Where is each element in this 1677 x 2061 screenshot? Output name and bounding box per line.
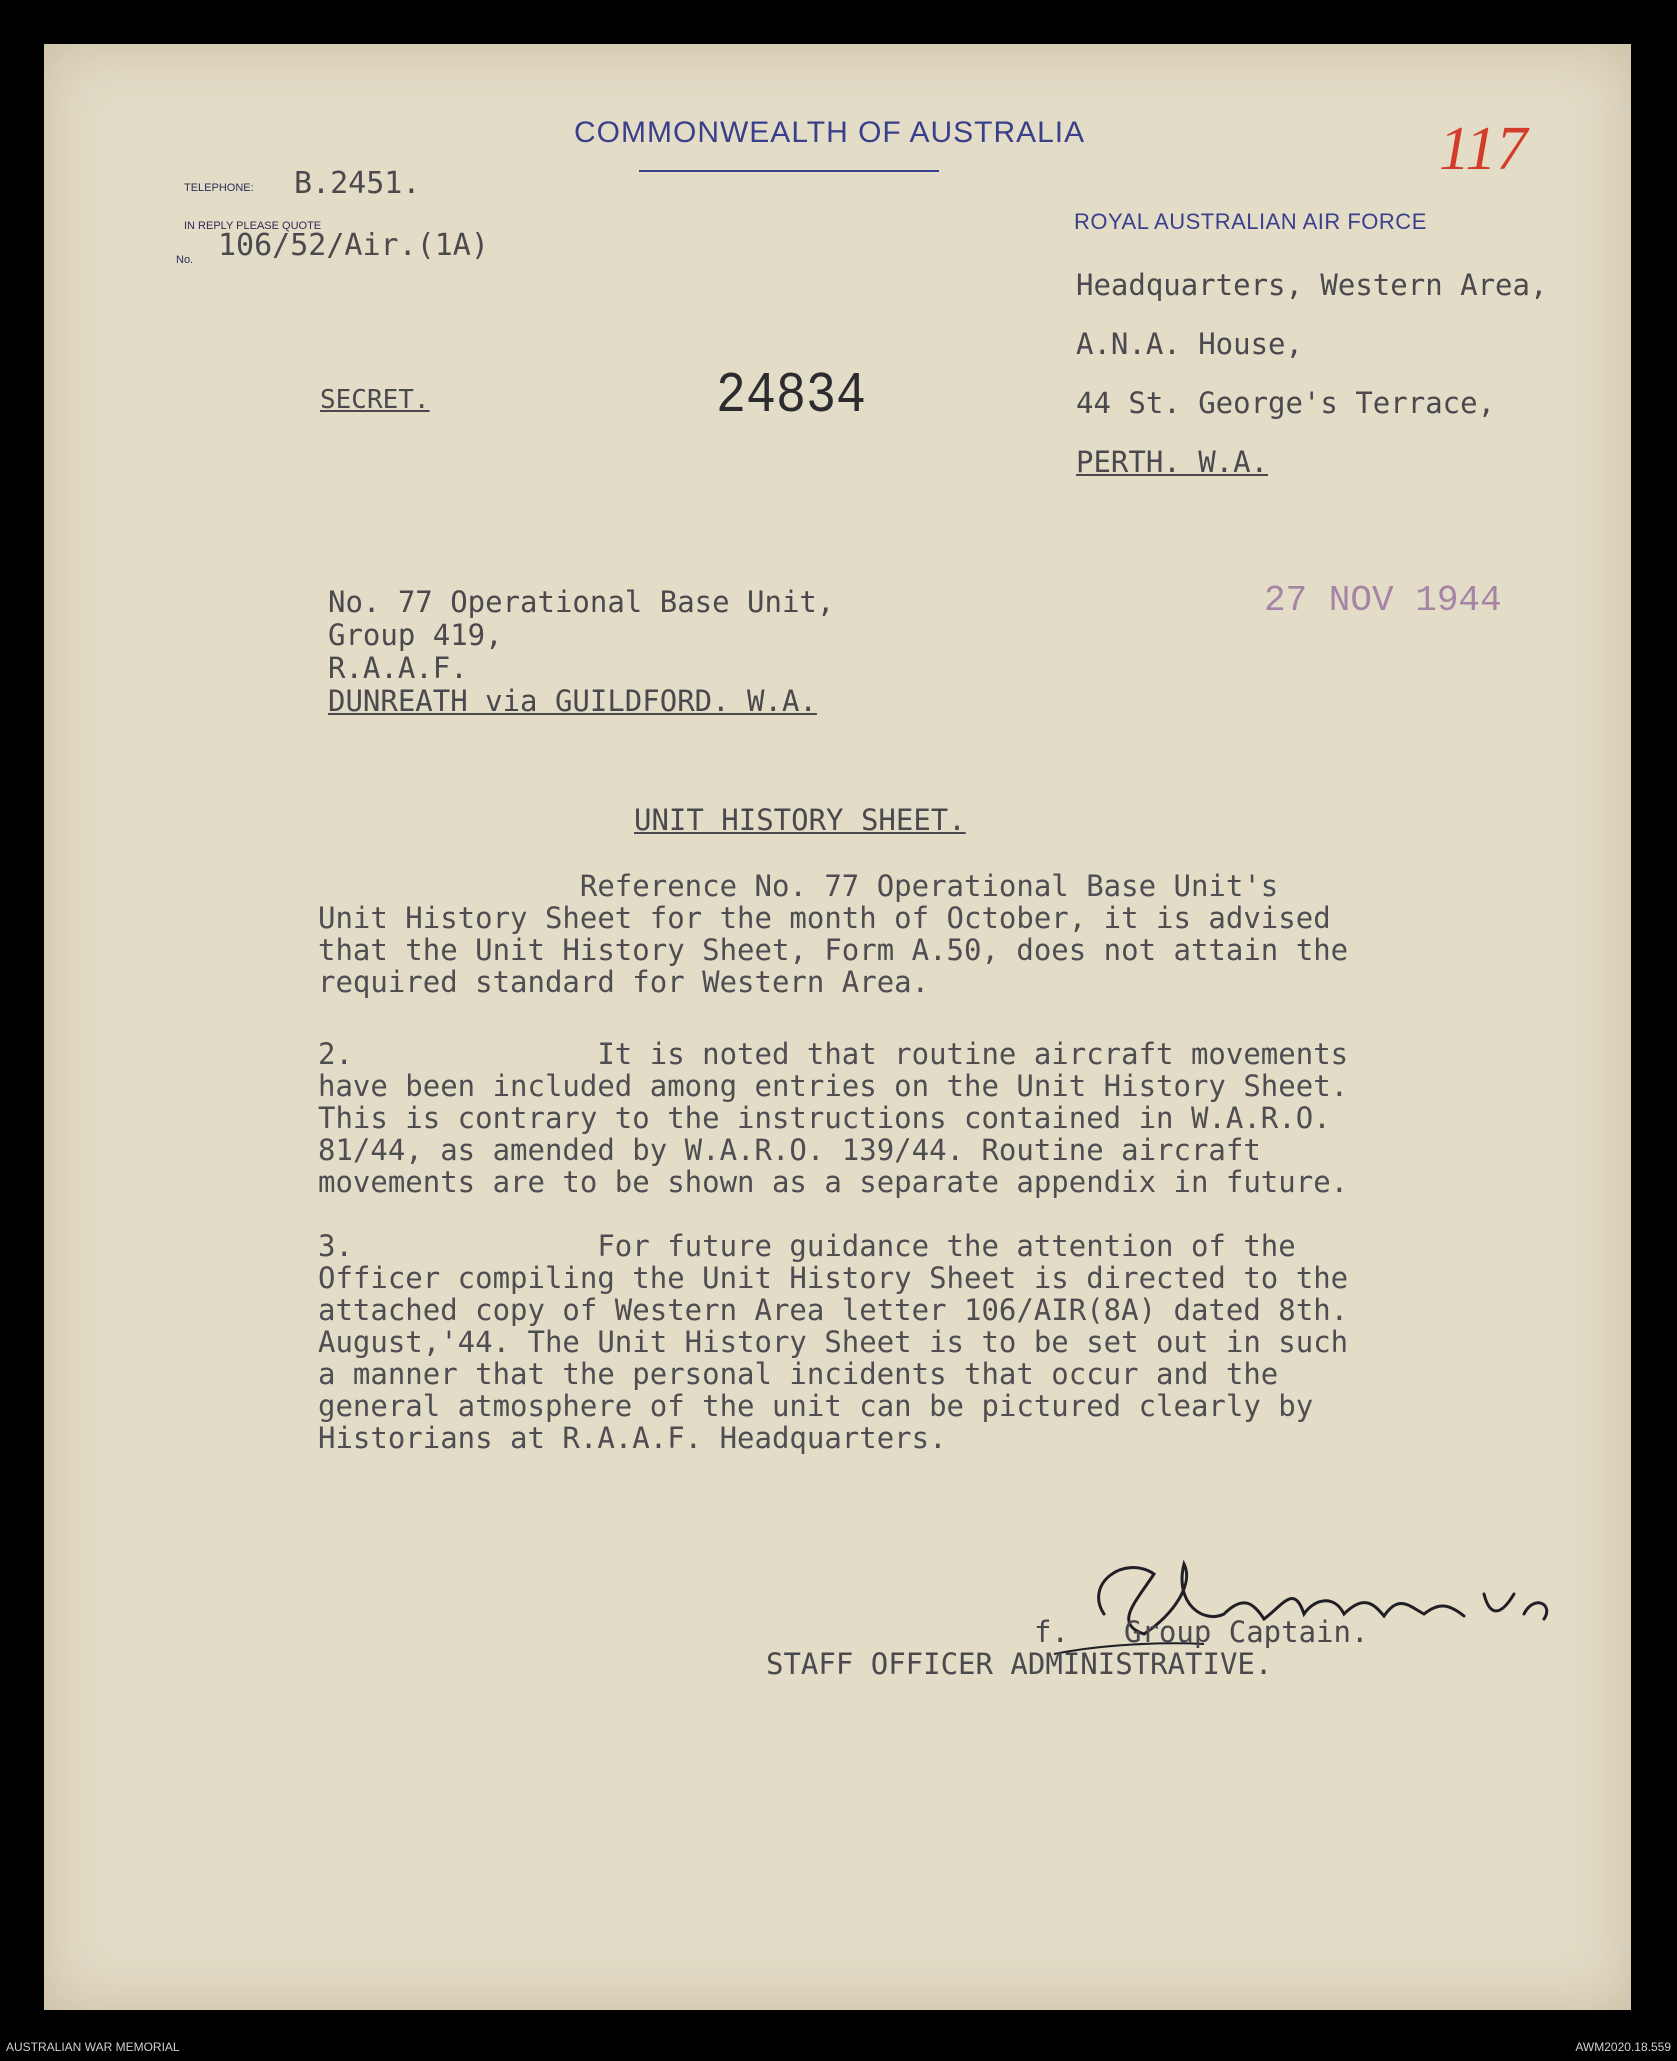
recipient-address — [328, 586, 834, 718]
subject-heading: UNIT HISTORY SHEET. — [634, 803, 966, 837]
letterhead-divider — [639, 170, 939, 172]
signature-prefix: f. — [1034, 1615, 1069, 1649]
classification: SECRET. — [320, 385, 430, 415]
footer-accession: AWM2020.18.559 — [1575, 2040, 1671, 2054]
reply-label: IN REPLY PLEASE QUOTE — [184, 220, 322, 232]
paragraph-2: 2. It is noted that routine aircraft movements have been included among entries on the Unit History Sheet. This is contrary to the instructions contained in W.A.R.O. 81/44, as amended by W.A.R.O. 139/44. Routine aircraft movements are to be shown as a separate appendix in future. — [318, 1037, 1349, 1199]
telephone-label: TELEPHONE: — [184, 182, 254, 194]
signatory-title: STAFF OFFICER ADMINISTRATIVE. — [766, 1647, 1273, 1681]
handwritten-folio-number: 117 — [1439, 115, 1528, 183]
recipient-line: DUNREATH via GUILDFORD. W.A. — [328, 684, 817, 718]
recipient-line: No. 77 Operational Base Unit, — [328, 585, 835, 619]
date-stamp: 27 NOV 1944 — [1264, 580, 1502, 621]
letterhead-title: COMMONWEALTH OF AUSTRALIA — [574, 116, 1086, 149]
reply-reference: 106/52/Air.(1A) — [218, 228, 489, 263]
sender-line: A.N.A. House, — [1076, 327, 1303, 361]
paragraph-3: 3. For future guidance the attention of the Officer compiling the Unit History Sheet is directed to the attached copy of Western Area letter 106/AIR(8A) dated 8th. August,'44. The Unit History Sheet is to be set out in such a manner that the personal incidents that occur and the general atmosphere of the unit can be pictured clearly by Historians at R.A.A.F. Headquarters. — [318, 1229, 1349, 1455]
sender-line: Headquarters, Western Area, — [1076, 268, 1548, 302]
recipient-line: R.A.A.F. — [328, 651, 468, 685]
letter-page — [44, 44, 1631, 2010]
signatory-rank: Group Captain. — [1124, 1615, 1369, 1649]
sender-line: 44 St. George's Terrace, — [1076, 386, 1496, 420]
letterhead-org: ROYAL AUSTRALIAN AIR FORCE — [1074, 209, 1427, 234]
footer-credit: AUSTRALIAN WAR MEMORIAL — [6, 2040, 180, 2054]
recipient-line: Group 419, — [328, 618, 503, 652]
reference-number: 24834 — [716, 363, 867, 430]
sender-address — [1076, 256, 1547, 492]
paragraph-1: Reference No. 77 Operational Base Unit's Unit History Sheet for the month of October, it is advised that the Unit History Sheet, Form A.50, does not attain the required standard for Western Area. — [318, 869, 1349, 999]
reply-no-label: No. — [176, 254, 194, 266]
sender-line: PERTH. W.A. — [1076, 445, 1269, 479]
telephone-value: B.2451. — [294, 166, 421, 201]
